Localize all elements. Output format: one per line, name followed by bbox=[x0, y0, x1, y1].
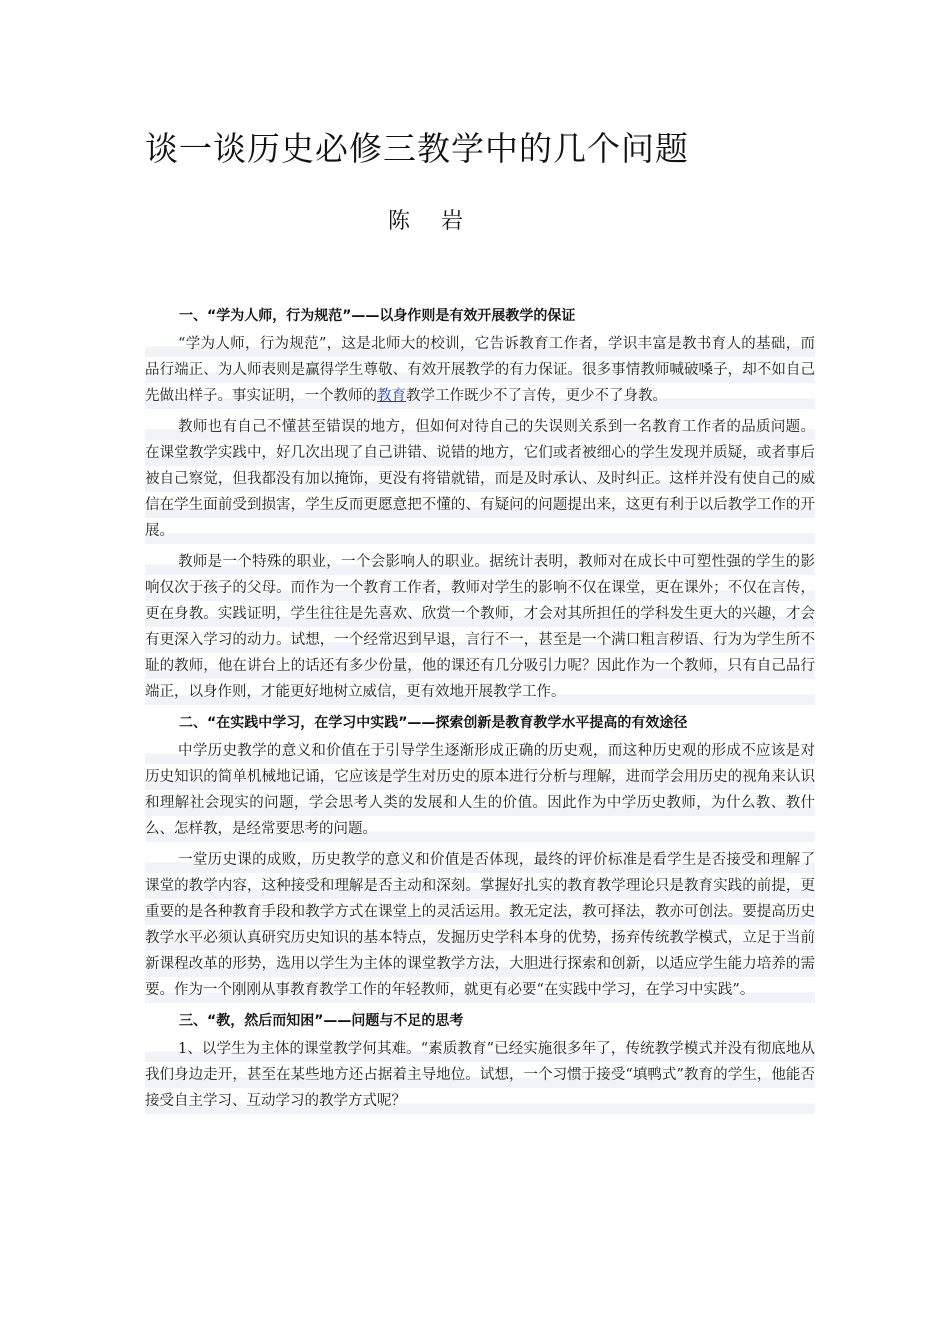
education-link[interactable]: 教育 bbox=[377, 388, 406, 404]
document-body bbox=[145, 303, 815, 1119]
paragraph-text: 教学工作既少不了言传，更少不了身教。 bbox=[406, 388, 667, 404]
paragraph: 1、以学生为主体的课堂教学何其难。“素质教育”已经实施很多年了，传统教学模式并没有彻底地从我们身边走开，甚至在某些地方还占据着主导地位。试想，一个习惯于接受“填鸭式”教育的学生，他能否接受自主学习、互动学习的教学方式呢？ bbox=[145, 1036, 815, 1114]
paragraph bbox=[145, 331, 815, 409]
section-heading-1: 一、“学为人师，行为规范”——以身作则是有效开展教学的保证 bbox=[179, 308, 576, 324]
section-heading-3: 三、“教，然后而知困”——问题与不足的思考 bbox=[179, 1013, 464, 1029]
section-heading-2: 二、“在实践中学习，在学习中实践”——探索创新是教育教学水平提高的有效途径 bbox=[179, 715, 688, 731]
paragraph: 一堂历史课的成败，历史教学的意义和价值是否体现，最终的评价标准是看学生是否接受和理解了课堂的教学内容，这种接受和理解是否主动和深刻。掌握好扎实的教育教学理论只是教育实践的前提，更重要的是各种教育手段和教学方式在课堂上的灵活运用。教无定法，教可择法，教亦可创法。要提高历史教学水平必须认真研究历史知识的基本特点，发掘历史学科本身的优势，扬弃传统教学模式，立足于当前新课程改革的形势，选用以学生为主体的课堂教学方法，大胆进行探索和创新，以适应学生能力培养的需要。作为一个刚刚从事教育教学工作的年轻教师，就更有必要“在实践中学习，在学习中实践”。 bbox=[145, 847, 815, 1003]
paragraph: 教师是一个特殊的职业，一个会影响人的职业。据统计表明，教师对在成长中可塑性强的学生的影响仅次于孩子的父母。而作为一个教育工作者，教师对学生的影响不仅在课堂，更在课外；不仅在言传，更在身教。实践证明，学生往往是先喜欢、欣赏一个教师，才会对其所担任的学科发生更大的兴趣，才会有更深入学习的动力。试想，一个经常迟到早退，言行不一，甚至是一个满口粗言秽语、行为为学生所不耻的教师，他在讲台上的话还有多少份量，他的课还有几分吸引力呢？因此作为一个教师，只有自己品行端正，以身作则，才能更好地树立威信，更有效地开展教学工作。 bbox=[145, 549, 815, 705]
paragraph: 教师也有自己不懂甚至错误的地方，但如何对待自己的失误则关系到一名教育工作者的品质问题。在课堂教学实践中，好几次出现了自己讲错、说错的地方，它们或者被细心的学生发现并质疑，或者事后被自己察觉，但我都没有加以掩饰，更没有将错就错，而是及时承认、及时纠正。这样并没有使自己的威信在学生面前受到损害，学生反而更愿意把不懂的、有疑问的问题提出来，这更有利于以后教学工作的开展。 bbox=[145, 414, 815, 544]
paragraph: 中学历史教学的意义和价值在于引导学生逐渐形成正确的历史观，而这种历史观的形成不应该是对历史知识的简单机械地记诵，它应该是学生对历史的原本进行分析与理解，进而学会用历史的视角来认识和理解社会现实的问题，学会思考人类的发展和人生的价值。因此作为中学历史教师，为什么教、教什么、怎样教，是经常要思考的问题。 bbox=[145, 738, 815, 842]
document-author: 陈 岩 bbox=[388, 209, 475, 234]
paragraph-text: “学为人师，行为规范”，这是北师大的校训，它告诉教育工作者，学识丰富是教书育人的基础，而品行端正、为人师表则是赢得学生尊敬、有效开展教学的有力保证。很多事情教师喊破嗓子，却不如自己先做出样子。事实证明，一个教师的 bbox=[145, 336, 815, 404]
document-title: 谈一谈历史必修三教学中的几个问题 bbox=[145, 129, 689, 168]
